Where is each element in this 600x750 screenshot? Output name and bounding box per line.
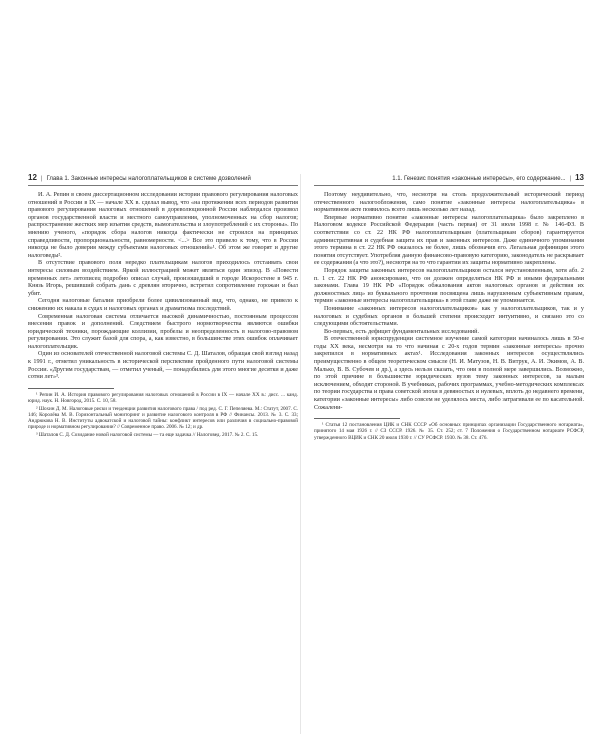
right-header-title: 1.1. Генезис понятия «законные интересы», его содержание... <box>392 176 566 182</box>
paragraph: И. А. Репин в своем диссертационном исследовании истории правового регулирования налоговых отношений в России в IX — начале XX в. сделал вывод, что «на протяжении всех периодов развития правового регулирования налоговых отношений в дореволюционной России наблюдался произвол органов государственной власти и местного самоуправления, уполномоченных на сбор налогов; распространение жестких мер изъятия средств, вымогательства и злоупотреблений с их стороны». По мнению ученого, «порядок сбора налогов никогда фактически не строился на принципах справедливости, пропорциональности, равномерности. <...> Все это привело к тому, что в России никогда не было доверия между субъектами налоговых отношений»¹. Об этом же говорят и другие налоговеды². <box>28 192 298 259</box>
left-running-header <box>28 174 298 186</box>
paragraph: Во-первых, есть дефицит фундаментальных исследований. <box>324 328 479 335</box>
left-page <box>28 174 298 440</box>
footnote: ² Шохин Д. М. Налоговые риски и тенденции развития налогового права / под ред. С. Г. Пепеляева. М.: Статут, 2007. С. 146; Королёва М. В. Горизонтальный мониторинг и развитие налогового контроля в РФ // Финансы. 2013. № 3. С. 33; Андрюкова Н. В. Институты адвокатской и налоговой тайны: конфликт интересов или различия в социально-правовой природе и нормативном регулировании? // Современное право. 2006. № 12; и др. <box>28 405 298 431</box>
paragraph: Понимание «законных интересов налогоплательщиков» как у налогоплательщиков, так и у налоговых и судебных органов в большей степени происходит интуитивно, и связано это со следующими обстоятельствами. <box>314 305 584 328</box>
paragraph: Порядок защиты законных интересов налогоплательщиков остался неустановленным, хотя абз. 2 п. 1 ст. 22 НК РФ анонсировано, что он должен определяться НК РФ и иными федеральными законами. Глава 19 НК РФ «Порядок обжалования актов налоговых органов и действия их должностных лиц» из буквального прочтения посвящена лишь нарушенным субъективным правам, термин «законные интересы налогоплательщика» в этой главе даже не упоминается. <box>314 267 584 305</box>
paragraph: В отсутствие правового поля нередко плательщикам налогов приходилось отстаивать свои интересы силовым воздействием. Яркой иллюстрацией может являться один эпизод. В «Повести временных лет» летописец подробно описал случай, произошедший в городе Искоростене в 945 г. Князь Игорь, решивший собрать дань с древлян вторично, встретил сопротивление горожан и был убит. <box>28 260 298 297</box>
footnote-rule <box>28 388 114 389</box>
paragraph: Современная налоговая система отличается высокой динамичностью, постоянным процессом внесения правок и дополнений. Следствием быстрого нормотворчества являются ошибки юридической техники, порождающие коллизии, пробелы и неопределенность в налогово-правовом регулировании. Это служит базой для спора, а, как известно, в большинстве этих ошибок оплачивает налогоплательщик. <box>28 313 298 350</box>
left-page-number: 12 <box>28 174 37 182</box>
footnote: ¹ Репин И. А. История правового регулирования налоговых отношений в России в IX — начале XX в.: дисс. ... канд. юрид. наук. Н. Новгород, 2015. С. 10, 58. <box>28 391 298 405</box>
footnote: ¹ Статья 12 постановления ЦИК и СНК СССР «Об основных принципах организации Государственного нотариата», принятого 14 мая 1926 г. // СЗ СССР. 1926. № 35. Ст. 252; ст. 7 Положения о Государственном нотариате РСФСР, утвержденного ВЦИК и СНК 20 июля 1930 г. // СУ РСФСР. 1930. № 38. Ст. 476. <box>314 422 584 441</box>
footnote: ³ Шаталов С. Д. Созидание новой налоговой системы — та еще задачка // Налоговед. 2017. № 2. С. 15. <box>36 432 259 439</box>
left-header-title: Глава 1. Законные интересы налогоплательщиков в системе дозволений <box>46 176 251 182</box>
footnote-rule <box>314 418 400 419</box>
left-body-text <box>28 192 298 382</box>
right-body-text <box>314 192 584 412</box>
paragraph: В отечественной юриспруденции системное изучение самой категории начиналось лишь в 50-е годы XX века, несмотря на то что начиная с 20-х годов термин «законные интересы» прочно закрепился в нормативных актах¹. Исследования законных интересов осуществлялись преимущественно в общем теоретическом смысле (Н. И. Матузов, Н. В. Витрук, А. И. Экимов, А. В. Малько, В. В. Субочев и др.), а здесь нельзя сказать, что они в полной мере завершились. Возможно, по этой причине в большинстве юридических вузов тему законных интересов, за малым исключением, обходят стороной. В учебниках, рабочих программах, учебно-методических комплексах по теории государства и права советской эпохи в девяностых и нулевых, вплоть до недавнего времени, категории «законные интересы» либо совсем не уделялось места, либо затрагивали ее по касательной. Сожалени- <box>314 336 584 411</box>
header-separator: | <box>40 176 43 182</box>
right-page <box>314 174 584 442</box>
page-gutter <box>300 174 301 734</box>
right-page-number: 13 <box>575 174 584 182</box>
right-footnotes <box>314 422 584 441</box>
header-separator: | <box>569 176 572 182</box>
paragraph: Впервые нормативно понятие «законные интересы налогоплательщика» было закреплено в Налоговом кодексе Российской Федерации (часть первая) от 31 июля 1998 г. № 146-ФЗ. В соответствии со ст. 22 НК РФ налогоплательщикам (плательщикам сборов) гарантируется административная и судебная защита их прав и законных интересов. Даже единичного упоминания этого термина в ст. 22 НК РФ оказалось не более, лишь обозначив его. Легальная дефиниция этого понятия отсутствует. Употребляя данную финансово-правовую категорию, законодатель не раскрывает ее содержания (а что это?), несмотря на то что гарантии их защиты нормативно закреплены. <box>314 214 584 267</box>
paragraph: Поэтому неудивительно, что, несмотря на столь продолжительный исторический период отечественного налогообложения, само понятие «законные интересы налогоплательщика» в нормативном акте появилось всего лишь несколько лет назад. <box>314 192 584 214</box>
right-running-header <box>314 174 584 186</box>
paragraph: Сегодня налоговые баталии приобрели более цивилизованный вид, что, однако, не привело к снижению их накала в судах и налоговых органах и драматизма последствий. <box>28 298 298 312</box>
left-footnotes <box>28 392 298 438</box>
paragraph: Один из основателей отечественной налоговой системы С. Д. Шаталов, обращая свой взгляд назад к 1991 г., отметил уникальность в исторической перспективе пройденного пути налоговой системы России. «Другим государствам, — отметил ученый, — понадобились для этого многие десятки и даже сотни лет»³. <box>28 351 298 381</box>
